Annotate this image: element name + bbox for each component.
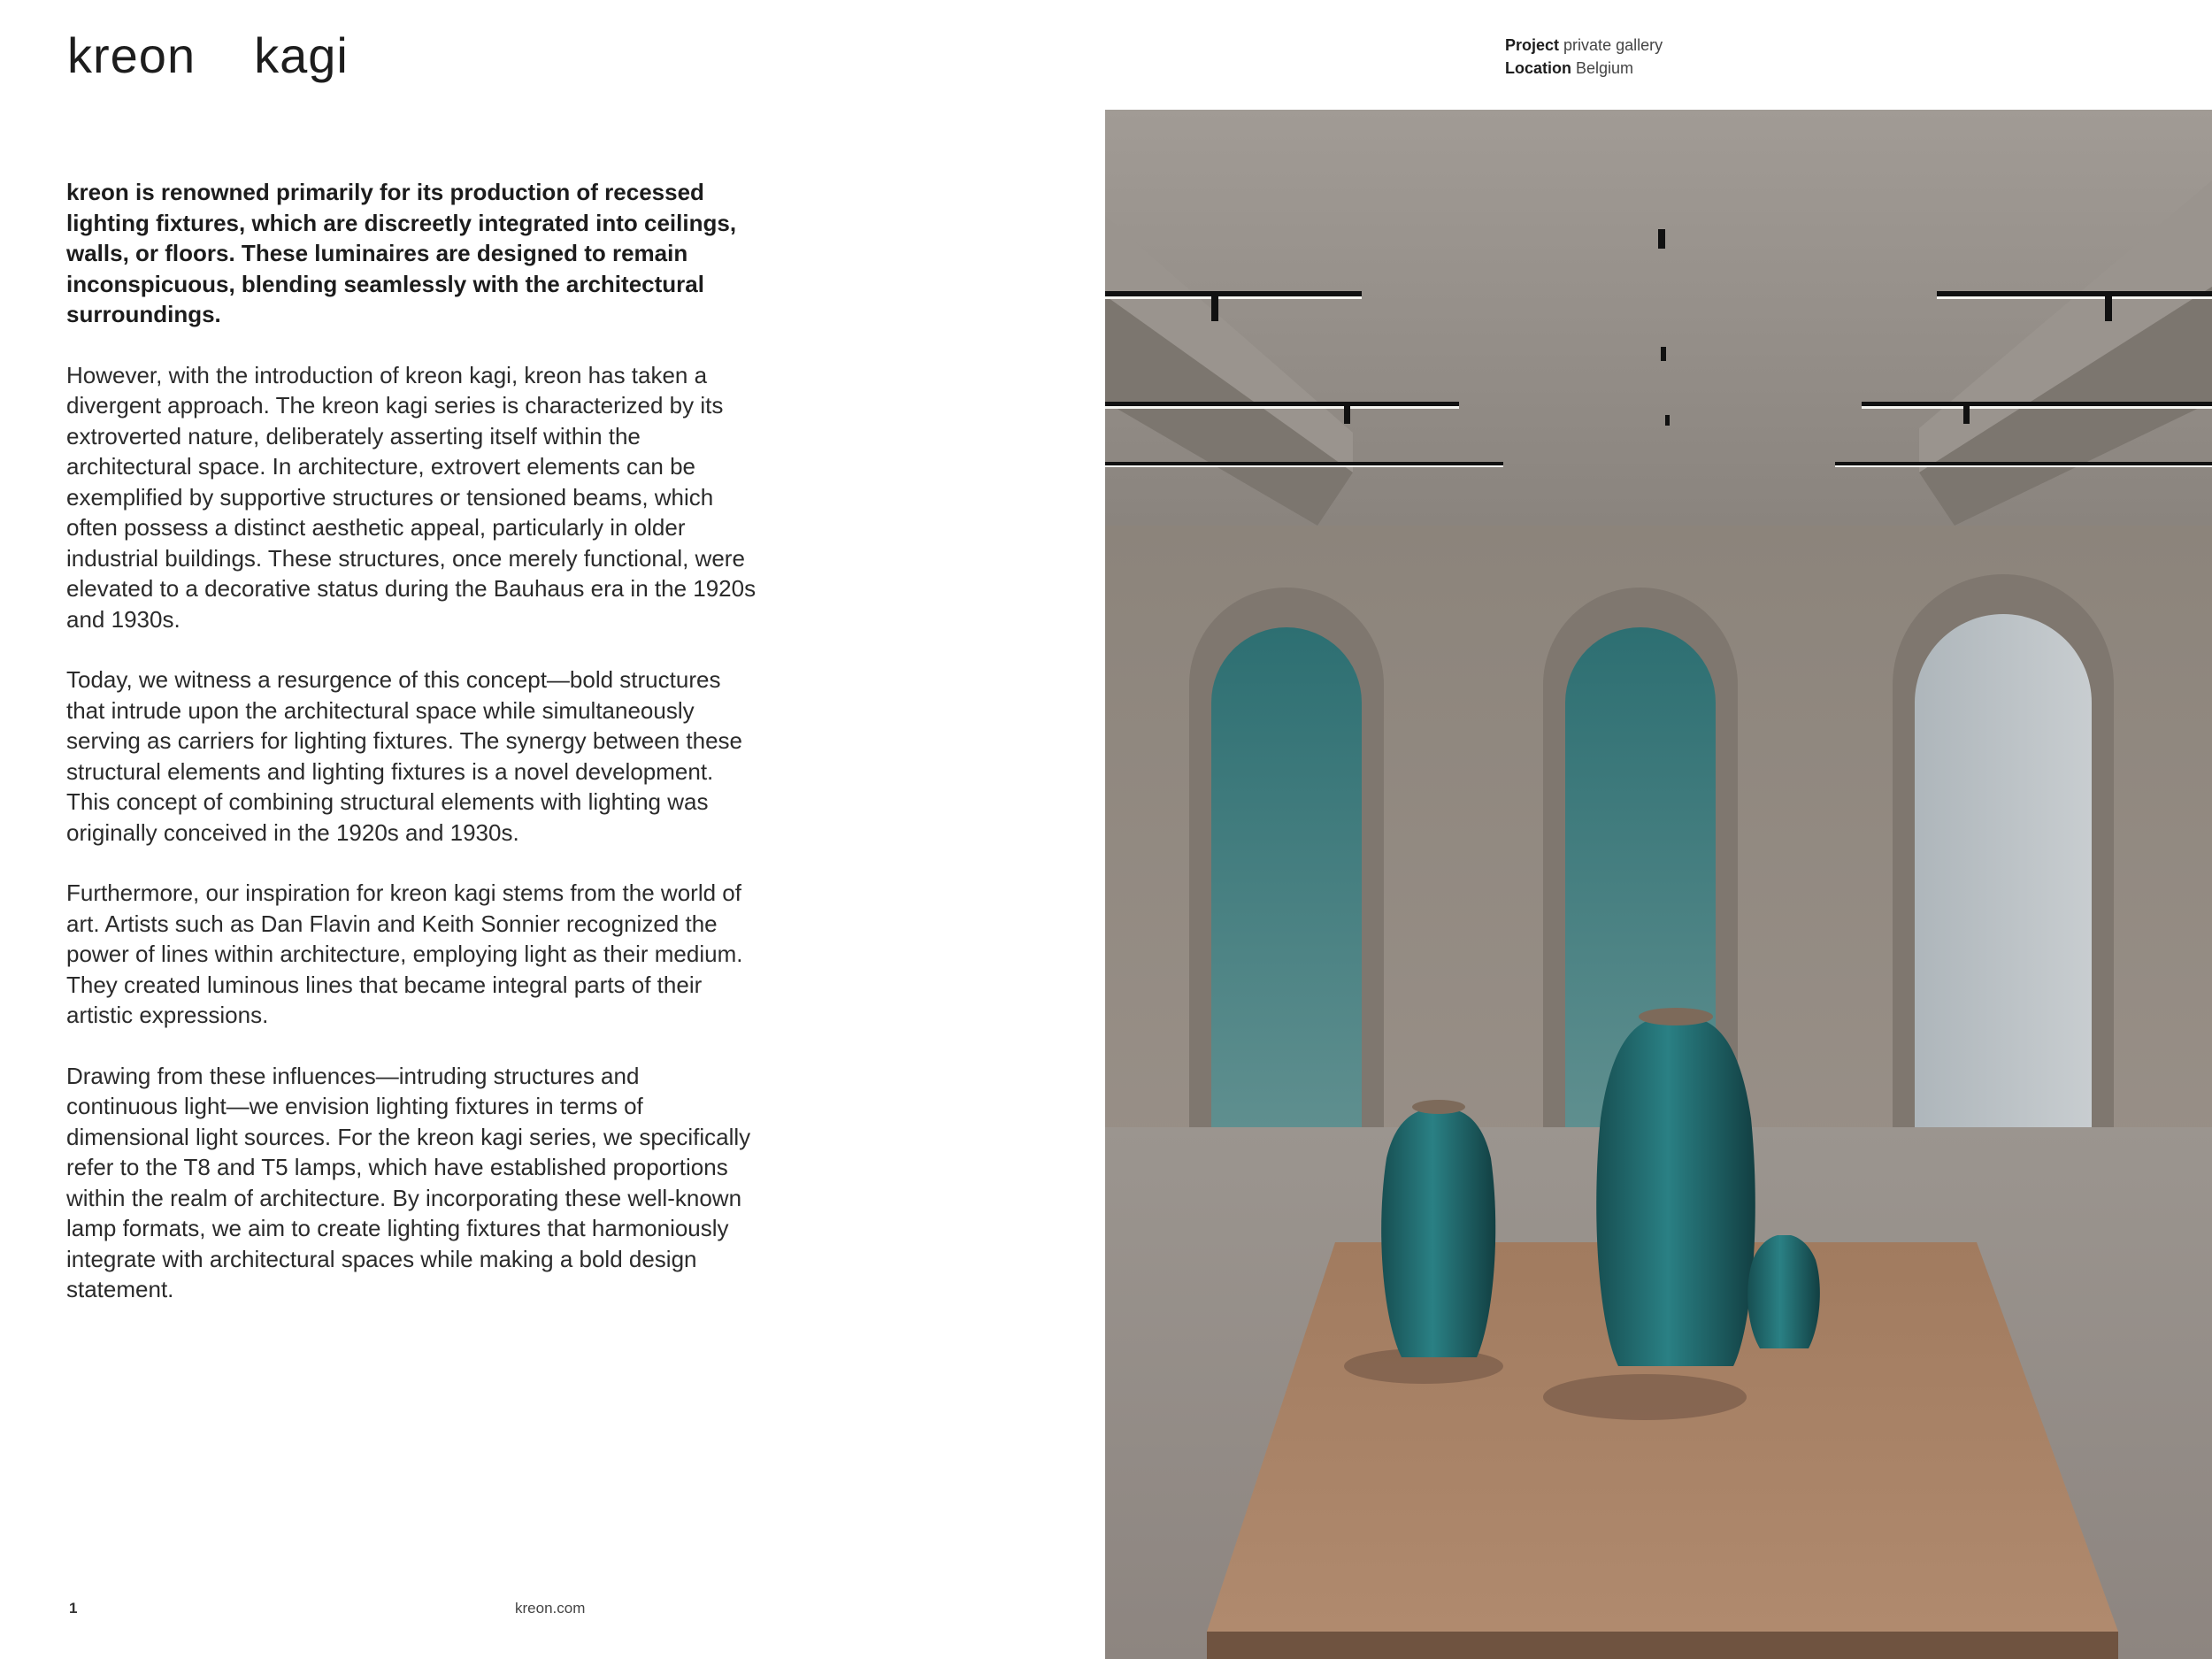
- project-line: [1505, 34, 1663, 57]
- light-bar-mount: [1344, 406, 1350, 424]
- light-bar: [1862, 402, 2212, 406]
- body-paragraph: However, with the introduction of kreon kagi, kreon has taken a divergent approach. The kreon kagi series is characterized by its extroverted nature, deliberately asserting itself within the architectural space. In architecture, extrovert elements can be exemplified by supportive structures or tensioned beams, which often possess a distinct aesthetic appeal, particularly in older industrial buildings. These structures, once merely functional, were elevated to a decorative status during the Bauhaus era in the 1920s and 1930s.: [66, 361, 757, 633]
- ceiling-spot: [1665, 415, 1670, 426]
- location-line: [1505, 57, 1663, 80]
- left-vase-rim: [1412, 1100, 1465, 1114]
- light-bar: [1937, 291, 2212, 296]
- tall-vase: [1596, 1021, 1755, 1366]
- tall-vase-rim: [1639, 1008, 1713, 1025]
- light-bar: [1105, 402, 1459, 406]
- product-name: kagi: [254, 27, 349, 83]
- article-body: [66, 177, 757, 1335]
- project-value: private gallery: [1563, 36, 1663, 54]
- gallery-interior-illustration: [1105, 110, 2212, 1659]
- small-vase: [1747, 1235, 1820, 1348]
- light-bar-glow: [1862, 406, 2212, 409]
- project-meta: [1505, 34, 1663, 80]
- ceiling-spot: [1658, 229, 1665, 249]
- light-bar-glow: [1937, 296, 2212, 299]
- light-bar: [1835, 462, 2212, 465]
- body-paragraph: Today, we witness a resurgence of this concept—bold structures that intrude upon the architectural space while simultaneously serving as carriers for lighting fixtures. The synergy between these structural elements and lighting fixtures is a novel development. This concept of combining structural elements with lighting was originally conceived in the 1920s and 1930s.: [66, 666, 742, 846]
- body-paragraph: Drawing from these influences—intruding structures and continuous light—we envision lighting fixtures in terms of dimensional light sources. For the kreon kagi series, we specifically refer to the T8 and T5 lamps, which have established proportions within the realm of architecture. By incorporating these well-known lamp formats, we aim to create lighting fixtures that harmoniously integrate with architectural spaces while making a bold design statement.: [66, 1062, 751, 1302]
- arch-right-opening: [1915, 614, 2092, 1127]
- location-value: Belgium: [1576, 59, 1634, 77]
- gallery-photo: [1105, 110, 2212, 1659]
- left-vase: [1381, 1110, 1495, 1357]
- body-paragraph: Furthermore, our inspiration for kreon kagi stems from the world of art. Artists such as Dan Flavin and Keith Sonnier recognized the power of lines within architecture, employing light as their medium. They created luminous lines that became integral parts of their artistic expressions.: [66, 879, 743, 1028]
- vase-shadow: [1543, 1374, 1747, 1420]
- light-bar-mount: [1211, 296, 1218, 321]
- intro-paragraph: kreon is renowned primarily for its production of recessed lighting fixtures, which are discreetly integrated into ceilings, walls, or floors. These luminaires are designed to remain inconspicuous, blending seamlessly with the architectural surroundings.: [66, 179, 737, 327]
- light-bar-glow: [1105, 465, 1503, 467]
- light-bar-mount: [1963, 406, 1970, 424]
- light-bar-glow: [1105, 296, 1362, 299]
- wooden-table-edge: [1207, 1632, 2118, 1659]
- project-label: Project: [1505, 36, 1560, 54]
- light-bar: [1105, 462, 1503, 465]
- website-link: kreon.com: [515, 1600, 586, 1617]
- brand-logo: [67, 27, 349, 84]
- light-bar-glow: [1105, 406, 1459, 409]
- location-label: Location: [1505, 59, 1571, 77]
- light-bar-mount: [2105, 296, 2112, 321]
- arch-left-opening: [1211, 627, 1362, 1127]
- light-bar-glow: [1835, 465, 2212, 467]
- light-bar: [1105, 291, 1362, 296]
- brand-name: kreon: [67, 27, 196, 83]
- ceiling-spot: [1661, 347, 1666, 361]
- page-number: 1: [69, 1600, 78, 1617]
